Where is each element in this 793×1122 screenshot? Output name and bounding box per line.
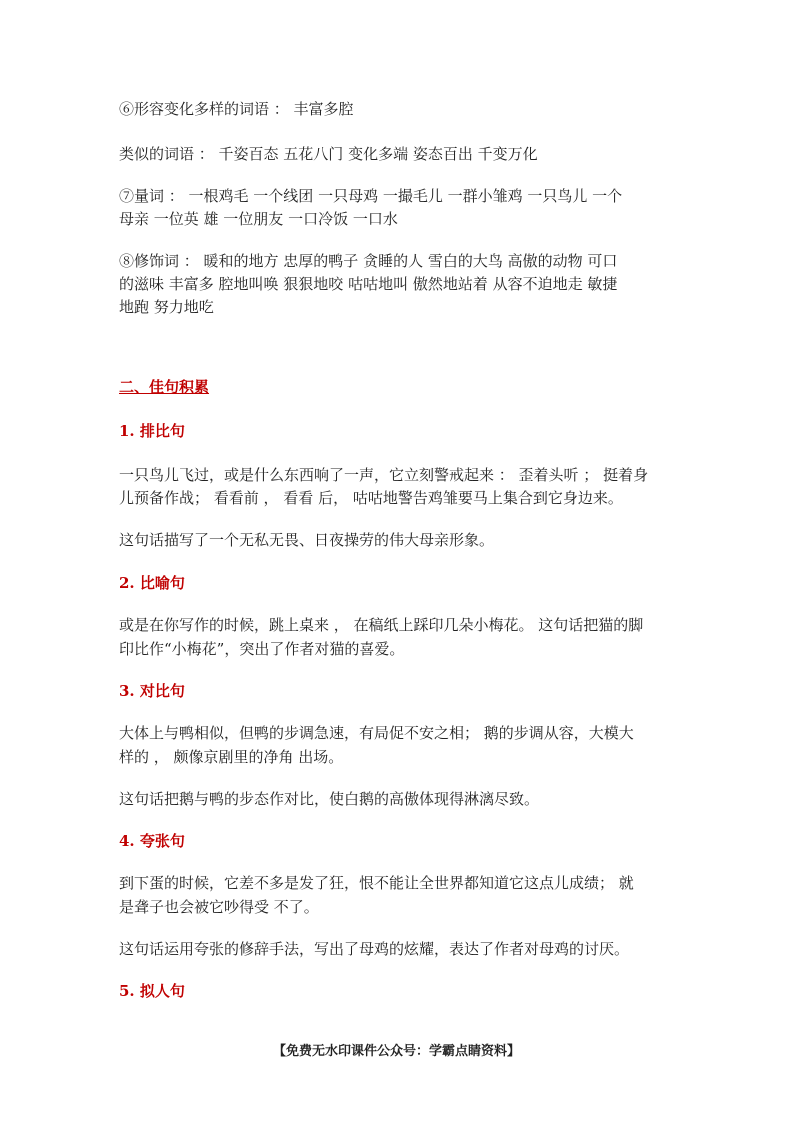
example-exaggeration-line1: 到下蛋的时候，它差不多是发了狂，恨不能让全世界都知道它这点儿成绩； 就 (119, 874, 634, 892)
heading-exaggeration: 4. 夸张句 (119, 832, 185, 850)
note-exaggeration: 这句话运用夸张的修辞手法，写出了母鸡的炫耀，表达了作者对母鸡的讨厌。 (119, 940, 630, 958)
note-parallelism: 这句话描写了一个无私无畏、日夜操劳的伟大母亲形象。 (119, 531, 495, 549)
vocab-item-8-line2: 的滋味 丰富多 腔地叫唤 狠狠地咬 咕咕地叫 傲然地站着 从容不迫地走 敏捷 (119, 275, 618, 293)
note-contrast: 这句话把鹅与鸭的步态作对比，使白鹅的高傲体现得淋漓尽致。 (119, 790, 540, 808)
vocab-item-8-line1: ⑧修饰词 ： 暖和的地方 忠厚的鸭子 贪睡的人 雪白的大鸟 高傲的动物 可口 (119, 252, 618, 270)
heading-personification: 5. 拟人句 (119, 982, 185, 1000)
example-contrast-line2: 样的 ， 颇像京剧里的净角 出场。 (119, 748, 344, 766)
heading-parallelism: 1. 排比句 (119, 422, 185, 440)
vocab-item-7-line2: 母亲 一位英 雄 一位朋友 一口冷饭 一口水 (119, 210, 398, 228)
example-exaggeration-line2: 是聋子也会被它吵得受 不了。 (119, 898, 319, 916)
example-parallelism-line1: 一只鸟儿飞过，或是什么东西响了一声，它立刻警戒起来 ： 歪着头听 ； 挺着身 (119, 466, 649, 484)
example-contrast-line1: 大体上与鸭相似，但鸭的步调急速，有局促不安之相； 鹅的步调从容，大模大 (119, 724, 634, 742)
section-title: 二、佳句积累 (119, 378, 210, 396)
example-metaphor-line1: 或是在你写作的时候，跳上桌来 ， 在稿纸上踩印几朵小梅花。 这句话把猫的脚 (119, 616, 644, 634)
heading-contrast: 3. 对比句 (119, 682, 185, 700)
vocab-item-8-line3: 地跑 努力地吃 (119, 298, 214, 316)
footer-watermark: 【免费无水印课件公众号：学霸点睛资料】 (272, 1044, 520, 1059)
vocab-item-7-line1: ⑦量词 ： 一根鸡毛 一个线团 一只母鸡 一撮毛儿 一群小雏鸡 一只鸟儿 一个 (119, 187, 623, 205)
vocab-similar: 类似的词语 ： 千姿百态 五花八门 变化多端 姿态百出 千变万化 (119, 145, 538, 163)
example-metaphor-line2: 印比作“小梅花”，突出了作者对猫的喜爱。 (119, 640, 405, 658)
vocab-item-6: ⑥形容变化多样的词语 ： 丰富多腔 (119, 100, 354, 118)
heading-metaphor: 2. 比喻句 (119, 574, 185, 592)
example-parallelism-line2: 儿预备作战； 看看前 ， 看看 后， 咕咕地警告鸡雏要马上集合到它身边来。 (119, 489, 623, 507)
